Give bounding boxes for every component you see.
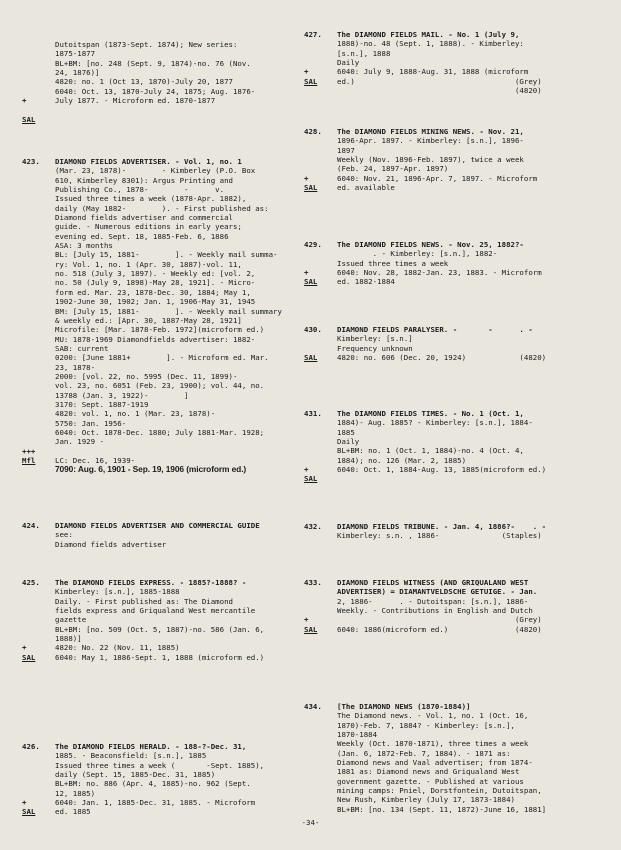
entry-title-line: The DIAMOND FIELDS TIMES. - No. 1 (Oct. 1,: [337, 409, 524, 418]
entry-text: [337, 127, 537, 192]
entry-number: 427.: [304, 30, 322, 39]
entry-line: Weekly (Oct. 1870-1871), three times a week: [337, 739, 529, 749]
entry-line: evening ed. Sept. 18, 1885-Feb. 6, 1886: [55, 231, 229, 241]
entry-line: 4820: no. 606 (Dec. 20, 1924) (4820): [337, 353, 547, 363]
entry-text: [55, 40, 255, 105]
entry-line: 5750: Jan. 1956-: [55, 418, 127, 428]
entry-line: Weekly. - Contributions in English and Dutch: [337, 606, 533, 616]
entry-line: 1870-1884: [337, 730, 378, 740]
entry-line: 6040: Nov. 21, 1896-Apr. 7, 1897. - Microform: [337, 173, 538, 183]
entry-line: (Mar. 23, 1878)- - Kimberley (P.O. Box: [55, 166, 256, 176]
entry-line: Daily: [337, 58, 360, 68]
entry-line: New Rush, Kimberley (July 17, 1873-1884): [337, 795, 515, 805]
holding-mark: +: [304, 268, 309, 278]
entry-line: 23, 1878-: [55, 362, 96, 372]
entry-line: BL+BM: [no. 509 (Oct. 5, 1887)-no. 586 (Jan. 6,: [55, 624, 265, 634]
holding-mark: +: [22, 96, 27, 106]
entry-number: 424.: [22, 521, 40, 530]
entry-line: daily (May 1882- ). - First published as:: [55, 203, 269, 213]
entry-number: 432.: [304, 522, 322, 531]
entry-line: 1888)]: [55, 634, 82, 644]
entry-title-line: The DIAMOND FIELDS NEWS. - Nov. 25, 1882?-: [337, 240, 524, 249]
entry-title-line: DIAMOND FIELDS ADVERTISER AND COMMERCIAL GUIDE: [55, 521, 260, 530]
entry-line: form ed. Mar. 23, 1878-Dec. 30, 1884; May 1,: [55, 287, 251, 297]
entry-line: 1875-1877: [55, 49, 96, 59]
entry-line: vol. 23, no. 6051 (Feb. 23, 1900); vol. 44, no.: [55, 381, 265, 391]
entry-line: July 1877. - Microform ed. 1870-1877: [55, 96, 216, 106]
holding-mark: SAL: [304, 277, 318, 287]
entry-text: [337, 702, 546, 814]
entry-line: BL+BM: [no. 248 (Sept. 9, 1874)-no. 76 (Nov.: [55, 58, 251, 68]
entry-line: 13788 (Jan. 3, 1922)- ]: [55, 390, 189, 400]
entry-number: 426.: [22, 742, 40, 751]
entry-text: [337, 325, 546, 362]
entry-line: Microfile: [Mar. 1878-Feb. 1972](microform ed.): [55, 325, 265, 335]
entry-line: mining camps: Pniel, Dorstfontein, Dutoitspan,: [337, 786, 542, 796]
entry-line: 1870)-Feb. 7, 1884? - Kimberley: [s.n.],: [337, 720, 515, 730]
holding-mark: SAL: [22, 807, 36, 817]
entry-line: (Feb. 24, 1897-Apr. 1897): [337, 164, 449, 174]
entry-line: ed. 1882-1884: [337, 277, 395, 287]
entry-line: Diamond fields advertiser: [55, 539, 167, 549]
entry-line: BL+BM: no. 1 (Oct. 1, 1884)-no. 4 (Oct. 4,: [337, 446, 524, 456]
entry-line: LC: Dec. 16, 1939-: [55, 456, 136, 465]
entry-line: Daily: [337, 437, 360, 447]
entry-line: SAB: current: [55, 343, 109, 353]
entry-text: [55, 578, 264, 662]
entry-line: ry: Vol. 1, no. 1 (Apr. 30, 1887)-vol. 11,: [55, 259, 242, 269]
entry-line: 6040: May 1, 1886-Sept. 1, 1888 (microform ed.): [55, 652, 265, 662]
entry-line: BL+BM: [no. 134 (Sept. 11, 1872)-June 16, 1881]: [337, 804, 547, 814]
entry-number: 428.: [304, 127, 322, 136]
entry-line: 610, Kimberley 8301): Argus Printing and: [55, 175, 233, 185]
entry-line: 2000: [vol. 22, no. 5995 (Dec. 11, 1899)-: [55, 371, 238, 381]
entry-line: (4820): [337, 86, 542, 96]
entry-text: [337, 409, 546, 474]
entry-text: [55, 742, 264, 817]
entry-title-line: The DIAMOND FIELDS HERALD. - 188-?-Dec. 31,: [55, 742, 247, 751]
entry-line: 1902-June 30, 1902; Jan. 1, 1906-May 31, 1945: [55, 297, 256, 307]
holding-mark: +: [22, 643, 27, 653]
entry-line: Publishing Co., 1878- - v.: [55, 185, 225, 195]
entry-line: ASA: 3 months: [55, 241, 113, 251]
entry-text: [337, 30, 542, 95]
entry-line: 1884)- Aug. 1885? - Kimberley: [s.n.], 1884-: [337, 418, 533, 428]
entry-line: BL+BM: no. 886 (Apr. 4, 1885)-no. 962 (Sept.: [55, 779, 251, 789]
entry-title-line: ADVERTISER) = DIAMANTVELDSCHE GETUIGE. - Jan.: [337, 587, 538, 597]
entry-line: 1885: [337, 427, 355, 437]
entry-number: 433.: [304, 578, 322, 587]
entry-line: 4820: no. 1 (Oct 13, 1870)-July 20, 1877: [55, 77, 233, 87]
entry-line: 6040: 1886(microform ed.) (4820): [337, 624, 542, 634]
entry-line: Issued three times a week: [337, 258, 449, 268]
entry-line: 1884); no. 126 (Mar. 2, 1885): [337, 455, 467, 465]
entry-line: Diamond fields advertiser and commercial: [55, 213, 233, 223]
entry-number: 429.: [304, 240, 322, 249]
entry-line: 4820: vol. 1, no. 1 (Mar. 23, 1878)-: [55, 409, 216, 419]
entry-line: (Grey): [337, 615, 542, 625]
entry-title-line: The DIAMOND FIELDS EXPRESS. - 1885?-1888? -: [55, 578, 247, 587]
entry-line: 0200: [June 1881+ ]. - Microform ed. Mar.: [55, 353, 269, 363]
entry-line: Weekly (Nov. 1896-Feb. 1897), twice a week: [337, 155, 524, 165]
holding-mark: Mfl: [22, 456, 36, 466]
entry-number: 434.: [304, 702, 322, 711]
entry-text: [55, 521, 260, 549]
entry-line: 2, 1886- . - Dutoitspan: [s.n.], 1886-: [337, 596, 529, 606]
entry-title-line: The DIAMOND FIELDS MINING NEWS. - Nov. 21,: [337, 127, 524, 136]
entry-line: 7090: Aug. 6, 1901 - Sep. 19, 1906 (microform ed.): [55, 465, 247, 475]
entry-text: [337, 240, 542, 287]
entry-title-line: The DIAMOND FIELDS MAIL. - No. 1 (July 9,: [337, 30, 520, 39]
holding-mark: SAL: [22, 652, 36, 662]
entry-title-line: [The DIAMOND NEWS (1870-1884)]: [337, 702, 471, 711]
holding-mark: +: [304, 173, 309, 183]
holding-mark: +++: [22, 446, 36, 456]
entry-line: 6040: Jan. 1, 1885-Dec. 31, 1885. - Microform: [55, 798, 256, 808]
entry-line: Kimberley: [s.n.], 1885-1888: [55, 587, 180, 597]
entry-line: & weekly ed.: [Apr. 30, 1887-May 28, 1921]: [55, 315, 242, 325]
entry-line: Jan. 1929 -: [55, 437, 104, 447]
holding-mark: SAL: [304, 183, 318, 193]
entry-line: 24, 1876)]: [55, 68, 100, 78]
entry-line: fields express and Griqualand West mercantile: [55, 606, 256, 616]
entry-line: Daily. - First published as: The Diamond: [55, 596, 233, 606]
entry-line: The Diamond news. - Vol. 1, no. 1 (Oct. 16,: [337, 711, 529, 721]
entry-line: guide. - Numerous editions in early years;: [55, 222, 242, 232]
entry-line: BM: [July 15, 1881- ]. - Weekly mail summary: [55, 306, 282, 316]
entry-number: 430.: [304, 325, 322, 334]
entry-line: 6040: Oct. 1, 1884-Aug. 13, 1885(microform ed.): [337, 465, 547, 475]
entry-line: gazette: [55, 615, 87, 625]
entry-line: Kimberley: s.n. , 1886- (Staples): [337, 531, 542, 541]
entry-title-line: DIAMOND FIELDS PARALYSER. - - . -: [337, 325, 533, 334]
entry-line: 1885. - Beaconsfield: [s.n.], 1885: [55, 751, 207, 761]
entry-number: 431.: [304, 409, 322, 418]
entry-text: [55, 157, 282, 475]
page-number: -34-: [301, 818, 320, 827]
holding-mark: +: [304, 67, 309, 77]
entry-line: BL: [July 15, 1881- ]. - Weekly mail summa-: [55, 250, 278, 260]
entry-line: ed. 1885: [55, 807, 91, 817]
entry-line: Diamond news and Vaal advertiser; from 1874-: [337, 758, 533, 768]
holding-mark: +: [304, 465, 309, 475]
entry-line: [s.n.], 1888: [337, 48, 391, 58]
entry-line: (Jan. 6, 1872-Feb. 7, 1884). - 1871 as:: [337, 748, 511, 758]
holding-mark: +: [304, 615, 309, 625]
holding-mark: SAL: [304, 353, 318, 363]
entry-title-line: DIAMOND FIELDS TRIBUNE. - Jan. 4, 1886?- . -: [337, 522, 547, 531]
entry-line: daily (Sept. 15, 1885-Dec. 31, 1885): [55, 770, 216, 780]
entry-line: Issued three times a week ( -Sept. 1885),: [55, 760, 265, 770]
entry-line: [55, 447, 282, 456]
entry-number: 425.: [22, 578, 40, 587]
holding-mark: SAL: [304, 624, 318, 634]
entry-line: government gazette. - Published at various: [337, 776, 524, 786]
entry-line: 1881 as: Diamond news and Griqualand West: [337, 767, 520, 777]
entry-line: see:: [55, 530, 73, 540]
entry-line: 6040: Oct. 13, 1870-July 24, 1875; Aug. 1876-: [55, 86, 256, 96]
entry-text: [337, 578, 542, 634]
entry-line: ed. available: [337, 183, 395, 193]
entry-line: 4820: No. 22 (Nov. 11, 1885): [55, 643, 180, 653]
holding-mark: SAL: [304, 76, 318, 86]
entry-text: [337, 522, 546, 541]
entry-line: 12, 1885): [55, 788, 96, 798]
entry-line: 6040: July 9, 1888-Aug. 31, 1888 (microform: [337, 67, 529, 77]
entry-line: no. 518 (July 3, 1897). - Weekly ed: [vol. 2,: [55, 269, 256, 279]
holding-mark: SAL: [304, 474, 318, 484]
entry-line: ed.) (Grey): [337, 76, 542, 86]
entry-line: 1896-Apr. 1897. - Kimberley: [s.n.], 1896-: [337, 136, 524, 146]
holding-mark: SAL: [22, 114, 36, 124]
entry-line: Dutoitspan (1873-Sept. 1874); New series:: [55, 40, 238, 49]
entry-title-line: DIAMOND FIELDS ADVERTISER. - Vol. 1, no. 1: [55, 157, 242, 166]
entry-title-line: DIAMOND FIELDS WITNESS (AND GRIQUALAND WEST: [337, 578, 529, 587]
entry-line: MU: 1878-1969 Diamondfields advertiser: 1882-: [55, 334, 256, 344]
entry-line: 1888)-no. 48 (Sept. 1, 1888). - Kimberley:: [337, 39, 524, 49]
entry-line: Kimberley: [s.n.]: [337, 334, 413, 344]
entry-line: Frequency unknown: [337, 343, 413, 353]
entry-line: Issued three times a week (1878-Apr. 1882),: [55, 194, 247, 204]
entry-line: no. 50 (July 9, 1898)-May 28, 1921]. - Micro-: [55, 278, 256, 288]
entry-line: 6040: Nov. 28, 1882-Jan. 23, 1883. - Microform: [337, 268, 542, 278]
entry-line: 1897: [337, 145, 355, 155]
entry-number: 423.: [22, 157, 40, 166]
holding-mark: +: [22, 798, 27, 808]
entry-line: 3170: Sept. 1887-1919: [55, 399, 149, 409]
entry-line: . - Kimberley: [s.n.], 1882-: [337, 249, 498, 259]
entry-line: 6040: Oct. 1878-Dec. 1880; July 1881-Mar. 1928;: [55, 427, 265, 437]
